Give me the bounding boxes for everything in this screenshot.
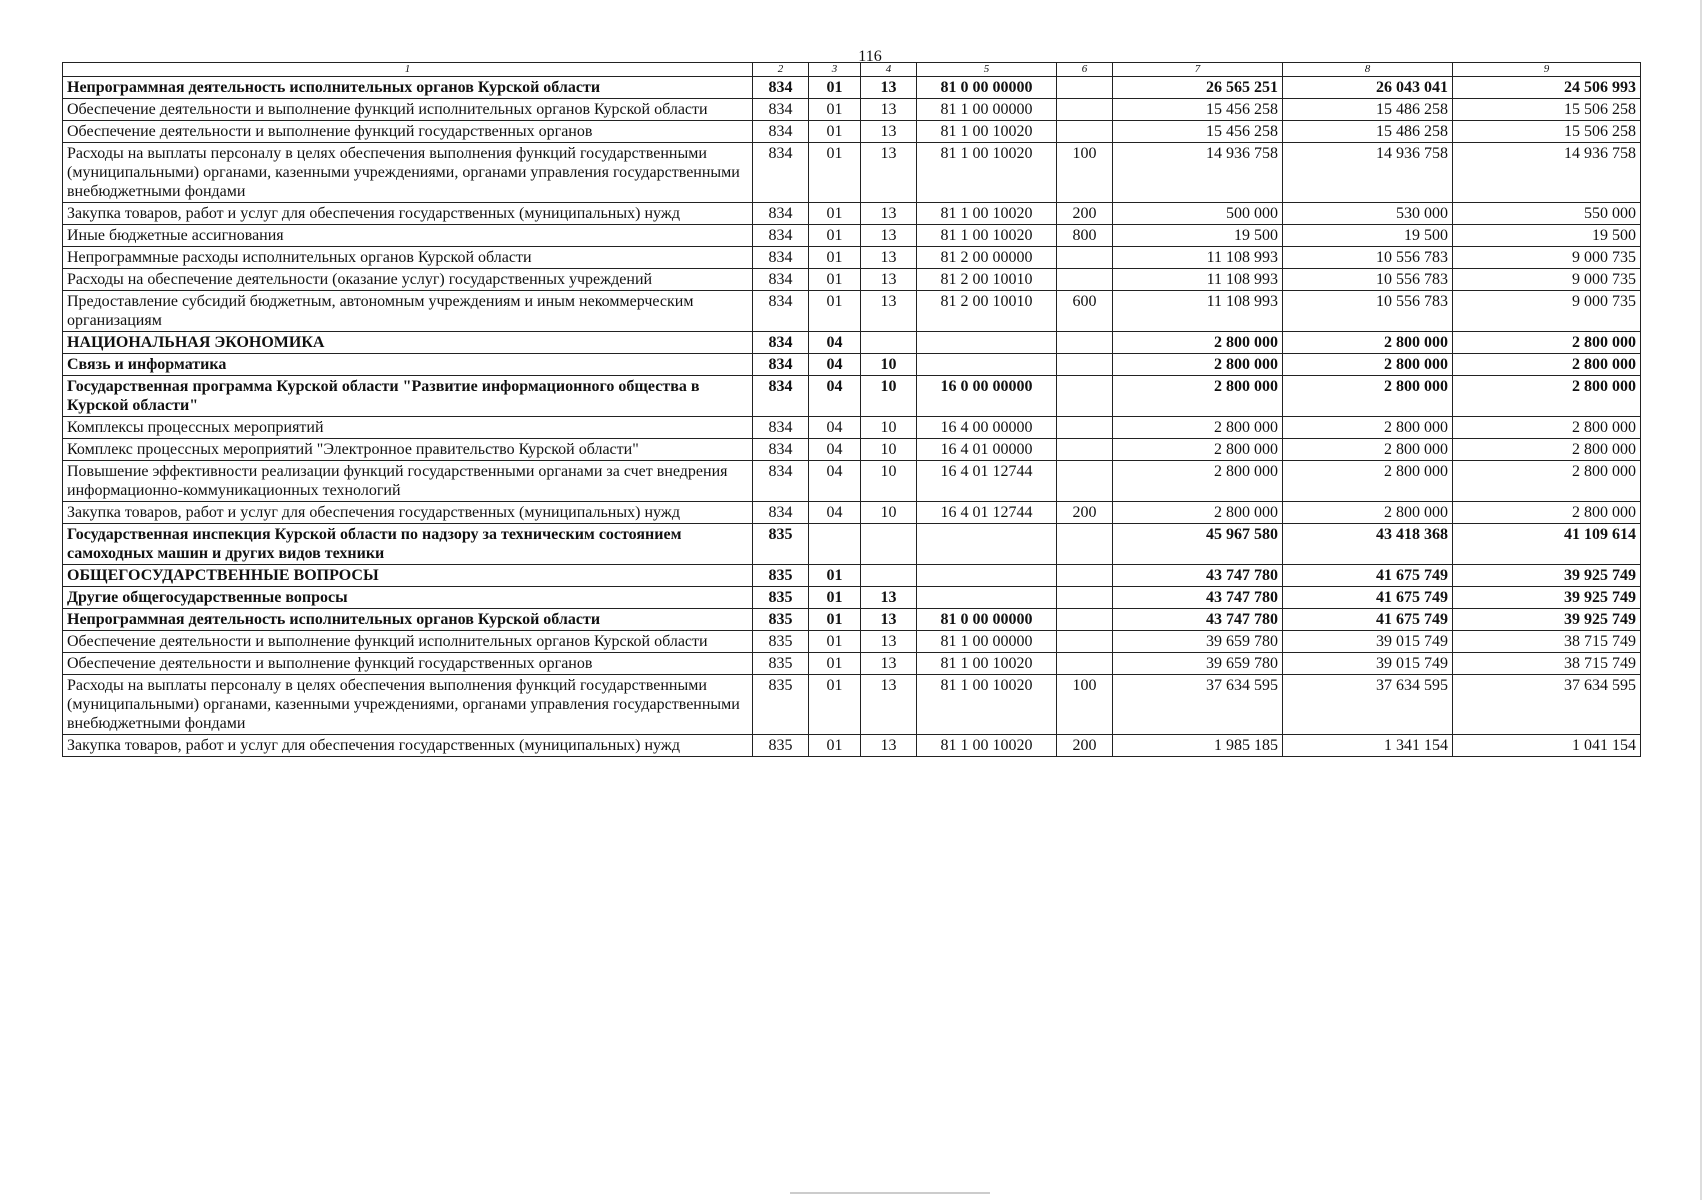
section-code-cell: 01	[809, 609, 861, 631]
subsection-code-cell: 13	[861, 77, 917, 99]
table-row	[63, 565, 1641, 587]
target-article-cell: 16 4 01 12744	[917, 461, 1057, 502]
amount-year2-cell: 14 936 758	[1283, 143, 1453, 203]
section-code-cell: 04	[809, 376, 861, 417]
row-name-cell: Непрограммная деятельность исполнительных органов Курской области	[63, 609, 753, 631]
row-name-cell: ОБЩЕГОСУДАРСТВЕННЫЕ ВОПРОСЫ	[63, 565, 753, 587]
amount-year2-cell: 2 800 000	[1283, 332, 1453, 354]
amount-year2-cell: 10 556 783	[1283, 247, 1453, 269]
subsection-code-cell: 13	[861, 653, 917, 675]
subsection-code-cell: 13	[861, 143, 917, 203]
subsection-code-cell	[861, 565, 917, 587]
expense-type-cell	[1057, 269, 1113, 291]
table-body	[63, 63, 1641, 757]
amount-year3-cell: 38 715 749	[1453, 631, 1641, 653]
target-article-cell	[917, 565, 1057, 587]
column-number: 6	[1057, 63, 1113, 77]
table-row	[63, 502, 1641, 524]
amount-year3-cell: 19 500	[1453, 225, 1641, 247]
target-article-cell: 81 0 00 00000	[917, 609, 1057, 631]
row-name-cell: Государственная программа Курской области "Развитие информационного общества в Курской области"	[63, 376, 753, 417]
target-article-cell: 81 1 00 10020	[917, 121, 1057, 143]
subsection-code-cell: 10	[861, 439, 917, 461]
amount-year1-cell: 43 747 780	[1113, 609, 1283, 631]
amount-year1-cell: 45 967 580	[1113, 524, 1283, 565]
section-code-cell: 04	[809, 439, 861, 461]
column-number: 9	[1453, 63, 1641, 77]
chapter-code-cell: 834	[753, 354, 809, 376]
expense-type-cell: 200	[1057, 735, 1113, 757]
amount-year1-cell: 37 634 595	[1113, 675, 1283, 735]
chapter-code-cell: 834	[753, 291, 809, 332]
amount-year2-cell: 2 800 000	[1283, 502, 1453, 524]
amount-year3-cell: 39 925 749	[1453, 587, 1641, 609]
row-name-cell: Закупка товаров, работ и услуг для обеспечения государственных (муниципальных) нужд	[63, 502, 753, 524]
chapter-code-cell: 835	[753, 631, 809, 653]
table-row	[63, 524, 1641, 565]
table-row	[63, 631, 1641, 653]
expense-type-cell	[1057, 587, 1113, 609]
target-article-cell	[917, 332, 1057, 354]
amount-year3-cell: 2 800 000	[1453, 354, 1641, 376]
amount-year2-cell: 43 418 368	[1283, 524, 1453, 565]
section-code-cell: 01	[809, 121, 861, 143]
amount-year2-cell: 10 556 783	[1283, 269, 1453, 291]
amount-year2-cell: 2 800 000	[1283, 417, 1453, 439]
column-number: 4	[861, 63, 917, 77]
table-row	[63, 675, 1641, 735]
row-name-cell: Другие общегосударственные вопросы	[63, 587, 753, 609]
target-article-cell: 81 2 00 10010	[917, 291, 1057, 332]
row-name-cell: Иные бюджетные ассигнования	[63, 225, 753, 247]
scan-artifact-line	[790, 1192, 990, 1194]
row-name-cell: Обеспечение деятельности и выполнение функций государственных органов	[63, 121, 753, 143]
row-name-cell: Расходы на выплаты персоналу в целях обеспечения выполнения функций государственными (муниципальными) органами, казенными учреждениями, органами управления государственными внебюджетными фондами	[63, 143, 753, 203]
amount-year1-cell: 39 659 780	[1113, 653, 1283, 675]
target-article-cell: 81 1 00 10020	[917, 675, 1057, 735]
table-row	[63, 653, 1641, 675]
amount-year2-cell: 41 675 749	[1283, 565, 1453, 587]
section-code-cell: 04	[809, 461, 861, 502]
row-name-cell: Государственная инспекция Курской области по надзору за техническим состоянием самоходных машин и других видов техники	[63, 524, 753, 565]
table-row	[63, 354, 1641, 376]
budget-table-sheet	[62, 62, 1640, 757]
section-code-cell: 01	[809, 247, 861, 269]
target-article-cell: 81 2 00 10010	[917, 269, 1057, 291]
chapter-code-cell: 834	[753, 121, 809, 143]
amount-year2-cell: 530 000	[1283, 203, 1453, 225]
amount-year2-cell: 41 675 749	[1283, 609, 1453, 631]
section-code-cell: 01	[809, 565, 861, 587]
table-row	[63, 225, 1641, 247]
amount-year2-cell: 19 500	[1283, 225, 1453, 247]
target-article-cell: 81 2 00 00000	[917, 247, 1057, 269]
row-name-cell: Связь и информатика	[63, 354, 753, 376]
subsection-code-cell: 13	[861, 121, 917, 143]
column-number: 7	[1113, 63, 1283, 77]
expense-type-cell	[1057, 631, 1113, 653]
column-number: 1	[63, 63, 753, 77]
row-name-cell: Закупка товаров, работ и услуг для обеспечения государственных (муниципальных) нужд	[63, 203, 753, 225]
row-name-cell: Обеспечение деятельности и выполнение функций исполнительных органов Курской области	[63, 631, 753, 653]
section-code-cell: 01	[809, 225, 861, 247]
row-name-cell: Комплекс процессных мероприятий "Электронное правительство Курской области"	[63, 439, 753, 461]
expense-type-cell	[1057, 524, 1113, 565]
amount-year2-cell: 26 043 041	[1283, 77, 1453, 99]
amount-year3-cell: 38 715 749	[1453, 653, 1641, 675]
amount-year2-cell: 41 675 749	[1283, 587, 1453, 609]
subsection-code-cell: 13	[861, 735, 917, 757]
amount-year3-cell: 15 506 258	[1453, 99, 1641, 121]
table-row	[63, 609, 1641, 631]
table-row	[63, 461, 1641, 502]
amount-year3-cell: 39 925 749	[1453, 565, 1641, 587]
amount-year3-cell: 14 936 758	[1453, 143, 1641, 203]
target-article-cell	[917, 354, 1057, 376]
amount-year2-cell: 1 341 154	[1283, 735, 1453, 757]
chapter-code-cell: 834	[753, 332, 809, 354]
table-row	[63, 203, 1641, 225]
subsection-code-cell: 13	[861, 99, 917, 121]
chapter-code-cell: 835	[753, 735, 809, 757]
section-code-cell: 01	[809, 269, 861, 291]
amount-year1-cell: 2 800 000	[1113, 439, 1283, 461]
target-article-cell: 16 4 00 00000	[917, 417, 1057, 439]
section-code-cell: 04	[809, 502, 861, 524]
subsection-code-cell: 13	[861, 675, 917, 735]
amount-year1-cell: 26 565 251	[1113, 77, 1283, 99]
section-code-cell: 01	[809, 77, 861, 99]
row-name-cell: Обеспечение деятельности и выполнение функций государственных органов	[63, 653, 753, 675]
table-row	[63, 439, 1641, 461]
target-article-cell: 81 1 00 10020	[917, 735, 1057, 757]
amount-year1-cell: 2 800 000	[1113, 502, 1283, 524]
row-name-cell: Повышение эффективности реализации функций государственными органами за счет внедрения информационно-коммуникационных технологий	[63, 461, 753, 502]
amount-year3-cell: 39 925 749	[1453, 609, 1641, 631]
table-row	[63, 332, 1641, 354]
target-article-cell: 16 0 00 00000	[917, 376, 1057, 417]
amount-year1-cell: 14 936 758	[1113, 143, 1283, 203]
budget-table	[62, 62, 1641, 757]
chapter-code-cell: 834	[753, 461, 809, 502]
expense-type-cell	[1057, 417, 1113, 439]
expense-type-cell: 800	[1057, 225, 1113, 247]
table-row	[63, 376, 1641, 417]
column-number: 8	[1283, 63, 1453, 77]
amount-year2-cell: 2 800 000	[1283, 461, 1453, 502]
target-article-cell: 81 1 00 00000	[917, 99, 1057, 121]
table-row	[63, 269, 1641, 291]
expense-type-cell	[1057, 121, 1113, 143]
section-code-cell: 04	[809, 332, 861, 354]
section-code-cell: 01	[809, 291, 861, 332]
section-code-cell: 01	[809, 675, 861, 735]
target-article-cell: 81 1 00 10020	[917, 225, 1057, 247]
amount-year1-cell: 2 800 000	[1113, 332, 1283, 354]
amount-year1-cell: 11 108 993	[1113, 247, 1283, 269]
section-code-cell: 01	[809, 99, 861, 121]
expense-type-cell	[1057, 609, 1113, 631]
table-row	[63, 99, 1641, 121]
chapter-code-cell: 834	[753, 417, 809, 439]
subsection-code-cell	[861, 332, 917, 354]
row-name-cell: Обеспечение деятельности и выполнение функций исполнительных органов Курской области	[63, 99, 753, 121]
target-article-cell: 81 1 00 10020	[917, 143, 1057, 203]
section-code-cell: 04	[809, 354, 861, 376]
amount-year2-cell: 10 556 783	[1283, 291, 1453, 332]
target-article-cell: 16 4 01 00000	[917, 439, 1057, 461]
table-row	[63, 735, 1641, 757]
expense-type-cell	[1057, 653, 1113, 675]
expense-type-cell	[1057, 461, 1113, 502]
section-code-cell: 01	[809, 587, 861, 609]
column-number: 2	[753, 63, 809, 77]
subsection-code-cell: 13	[861, 247, 917, 269]
table-row	[63, 247, 1641, 269]
row-name-cell: НАЦИОНАЛЬНАЯ ЭКОНОМИКА	[63, 332, 753, 354]
amount-year1-cell: 43 747 780	[1113, 565, 1283, 587]
amount-year1-cell: 11 108 993	[1113, 291, 1283, 332]
expense-type-cell	[1057, 565, 1113, 587]
chapter-code-cell: 835	[753, 675, 809, 735]
amount-year1-cell: 15 456 258	[1113, 121, 1283, 143]
subsection-code-cell: 13	[861, 225, 917, 247]
amount-year3-cell: 2 800 000	[1453, 332, 1641, 354]
amount-year1-cell: 1 985 185	[1113, 735, 1283, 757]
chapter-code-cell: 835	[753, 524, 809, 565]
page-number: 116	[858, 48, 882, 65]
expense-type-cell	[1057, 99, 1113, 121]
amount-year3-cell: 2 800 000	[1453, 376, 1641, 417]
table-row	[63, 143, 1641, 203]
chapter-code-cell: 834	[753, 99, 809, 121]
amount-year1-cell: 2 800 000	[1113, 417, 1283, 439]
target-article-cell: 81 1 00 10020	[917, 653, 1057, 675]
expense-type-cell: 100	[1057, 143, 1113, 203]
amount-year1-cell: 15 456 258	[1113, 99, 1283, 121]
row-name-cell: Расходы на выплаты персоналу в целях обеспечения выполнения функций государственными (муниципальными) органами, казенными учреждениями, органами управления государственными внебюджетными фондами	[63, 675, 753, 735]
expense-type-cell	[1057, 439, 1113, 461]
table-row	[63, 77, 1641, 99]
subsection-code-cell: 13	[861, 203, 917, 225]
amount-year3-cell: 41 109 614	[1453, 524, 1641, 565]
row-name-cell: Расходы на обеспечение деятельности (оказание услуг) государственных учреждений	[63, 269, 753, 291]
column-number: 3	[809, 63, 861, 77]
subsection-code-cell: 13	[861, 269, 917, 291]
chapter-code-cell: 834	[753, 143, 809, 203]
target-article-cell: 81 0 00 00000	[917, 77, 1057, 99]
amount-year1-cell: 500 000	[1113, 203, 1283, 225]
chapter-code-cell: 834	[753, 502, 809, 524]
amount-year3-cell: 550 000	[1453, 203, 1641, 225]
section-code-cell: 01	[809, 653, 861, 675]
row-name-cell: Комплексы процессных мероприятий	[63, 417, 753, 439]
subsection-code-cell	[861, 524, 917, 565]
amount-year3-cell: 2 800 000	[1453, 461, 1641, 502]
amount-year3-cell: 9 000 735	[1453, 269, 1641, 291]
section-code-cell: 01	[809, 735, 861, 757]
amount-year2-cell: 39 015 749	[1283, 653, 1453, 675]
subsection-code-cell: 10	[861, 502, 917, 524]
amount-year1-cell: 2 800 000	[1113, 461, 1283, 502]
section-code-cell: 01	[809, 631, 861, 653]
amount-year2-cell: 37 634 595	[1283, 675, 1453, 735]
subsection-code-cell: 10	[861, 354, 917, 376]
table-row	[63, 121, 1641, 143]
chapter-code-cell: 835	[753, 653, 809, 675]
target-article-cell: 16 4 01 12744	[917, 502, 1057, 524]
amount-year3-cell: 15 506 258	[1453, 121, 1641, 143]
amount-year2-cell: 2 800 000	[1283, 354, 1453, 376]
amount-year3-cell: 2 800 000	[1453, 439, 1641, 461]
target-article-cell: 81 1 00 10020	[917, 203, 1057, 225]
amount-year3-cell: 9 000 735	[1453, 291, 1641, 332]
chapter-code-cell: 834	[753, 203, 809, 225]
chapter-code-cell: 835	[753, 609, 809, 631]
expense-type-cell	[1057, 247, 1113, 269]
subsection-code-cell: 13	[861, 291, 917, 332]
amount-year1-cell: 19 500	[1113, 225, 1283, 247]
column-number-row	[63, 63, 1641, 77]
section-code-cell: 01	[809, 203, 861, 225]
table-row	[63, 291, 1641, 332]
expense-type-cell: 200	[1057, 502, 1113, 524]
amount-year3-cell: 24 506 993	[1453, 77, 1641, 99]
subsection-code-cell: 13	[861, 587, 917, 609]
section-code-cell	[809, 524, 861, 565]
expense-type-cell: 200	[1057, 203, 1113, 225]
amount-year3-cell: 2 800 000	[1453, 417, 1641, 439]
subsection-code-cell: 13	[861, 631, 917, 653]
chapter-code-cell: 834	[753, 376, 809, 417]
expense-type-cell: 600	[1057, 291, 1113, 332]
row-name-cell: Предоставление субсидий бюджетным, автономным учреждениям и иным некоммерческим организациям	[63, 291, 753, 332]
subsection-code-cell: 13	[861, 609, 917, 631]
amount-year2-cell: 2 800 000	[1283, 439, 1453, 461]
expense-type-cell	[1057, 376, 1113, 417]
section-code-cell: 01	[809, 143, 861, 203]
row-name-cell: Непрограммные расходы исполнительных органов Курской области	[63, 247, 753, 269]
amount-year1-cell: 43 747 780	[1113, 587, 1283, 609]
expense-type-cell: 100	[1057, 675, 1113, 735]
row-name-cell: Непрограммная деятельность исполнительных органов Курской области	[63, 77, 753, 99]
amount-year2-cell: 39 015 749	[1283, 631, 1453, 653]
chapter-code-cell: 834	[753, 439, 809, 461]
amount-year2-cell: 2 800 000	[1283, 376, 1453, 417]
section-code-cell: 04	[809, 417, 861, 439]
table-row	[63, 587, 1641, 609]
chapter-code-cell: 834	[753, 269, 809, 291]
chapter-code-cell: 834	[753, 77, 809, 99]
row-name-cell: Закупка товаров, работ и услуг для обеспечения государственных (муниципальных) нужд	[63, 735, 753, 757]
amount-year2-cell: 15 486 258	[1283, 121, 1453, 143]
amount-year3-cell: 2 800 000	[1453, 502, 1641, 524]
chapter-code-cell: 835	[753, 565, 809, 587]
amount-year1-cell: 11 108 993	[1113, 269, 1283, 291]
chapter-code-cell: 834	[753, 225, 809, 247]
target-article-cell	[917, 587, 1057, 609]
chapter-code-cell: 834	[753, 247, 809, 269]
expense-type-cell	[1057, 332, 1113, 354]
target-article-cell	[917, 524, 1057, 565]
amount-year3-cell: 9 000 735	[1453, 247, 1641, 269]
amount-year1-cell: 2 800 000	[1113, 376, 1283, 417]
column-number: 5	[917, 63, 1057, 77]
amount-year3-cell: 37 634 595	[1453, 675, 1641, 735]
target-article-cell: 81 1 00 00000	[917, 631, 1057, 653]
amount-year3-cell: 1 041 154	[1453, 735, 1641, 757]
chapter-code-cell: 835	[753, 587, 809, 609]
amount-year2-cell: 15 486 258	[1283, 99, 1453, 121]
subsection-code-cell: 10	[861, 417, 917, 439]
subsection-code-cell: 10	[861, 461, 917, 502]
expense-type-cell	[1057, 77, 1113, 99]
amount-year1-cell: 2 800 000	[1113, 354, 1283, 376]
amount-year1-cell: 39 659 780	[1113, 631, 1283, 653]
subsection-code-cell: 10	[861, 376, 917, 417]
expense-type-cell	[1057, 354, 1113, 376]
table-row	[63, 417, 1641, 439]
